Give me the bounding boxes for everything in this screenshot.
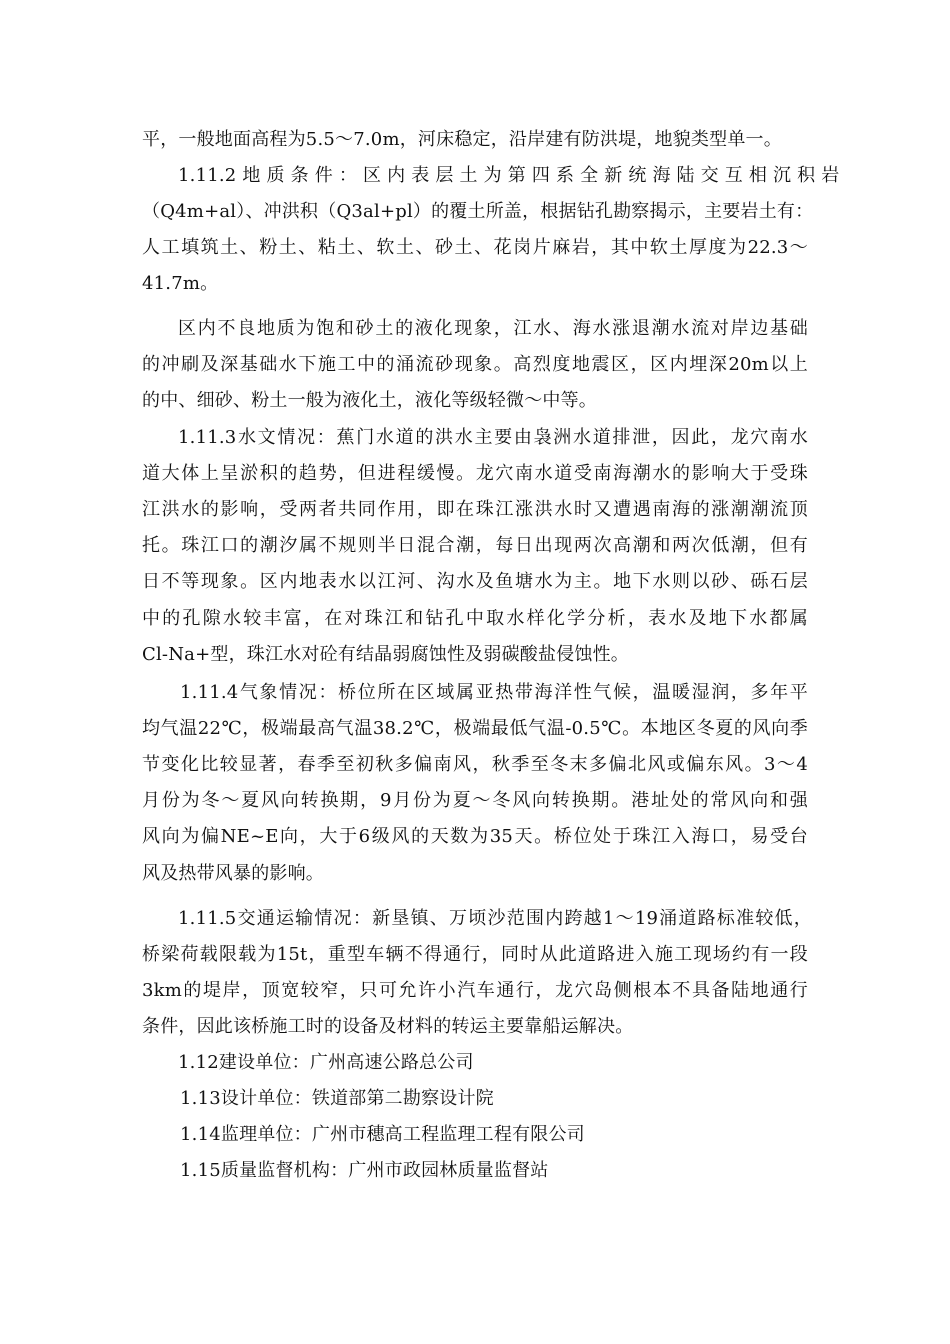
text-line: 区内不良地质为饱和砂土的液化现象，江水、海水涨退潮水流对岸边基础 [178, 318, 808, 339]
text-line: 桥梁荷载限载为15t，重型车辆不得通行，同时从此道路进入施工现场约有一段 [142, 944, 808, 965]
text-line: 江洪水的影响，受两者共同作用，即在珠江涨洪水时又遭遇南海的涨潮潮流顶 [142, 499, 808, 520]
text-line: 1.13设计单位：铁道部第二勘察设计院 [180, 1088, 494, 1109]
text-line: 风向为偏NE~E向，大于6级风的天数为35天。桥位处于珠江入海口，易受台 [142, 826, 808, 847]
text-line: 风及热带风暴的影响。 [142, 863, 324, 884]
text-line: 的中、细砂、粉土一般为液化土，液化等级轻微～中等。 [142, 390, 597, 411]
text-line: 道大体上呈淤积的趋势，但进程缓慢。龙穴南水道受南海潮水的影响大于受珠 [142, 463, 808, 484]
text-line: 1.11.2 地 质 条 件 ： 区 内 表 层 土 为 第 四 系 全 新 统 海 陆 交 互 相 沉 积 岩 [178, 165, 840, 186]
text-line: 人工填筑土、粉土、粘土、软土、砂土、花岗片麻岩，其中软土厚度为22.3～ [142, 237, 808, 258]
text-line: 中的孔隙水较丰富，在对珠江和钻孔中取水样化学分析，表水及地下水都属 [142, 608, 808, 629]
text-line: 日不等现象。区内地表水以江河、沟水及鱼塘水为主。地下水则以砂、砾石层 [142, 571, 808, 592]
text-line: 托。珠江口的潮汐属不规则半日混合潮，每日出现两次高潮和两次低潮，但有 [142, 535, 808, 556]
text-line: 3km的堤岸，顶宽较窄，只可允许小汽车通行，龙穴岛侧根本不具备陆地通行 [142, 980, 808, 1001]
text-line: 月份为冬～夏风向转换期，9月份为夏～冬风向转换期。港址处的常风向和强 [142, 790, 808, 811]
text-line: 条件，因此该桥施工时的设备及材料的转运主要靠船运解决。 [142, 1016, 634, 1037]
text-line: 1.11.4气象情况：桥位所在区域属亚热带海洋性气候，温暖湿润，多年平 [180, 682, 808, 703]
text-line: 1.15质量监督机构：广州市政园林质量监督站 [180, 1160, 549, 1181]
text-line: 平，一般地面高程为5.5～7.0m，河床稳定，沿岸建有防洪堤，地貌类型单一。 [142, 129, 782, 150]
text-line: 1.14监理单位：广州市穗高工程监理工程有限公司 [180, 1124, 585, 1145]
text-line: 节变化比较显著，春季至初秋多偏南风，秋季至冬末多偏北风或偏东风。3～4 [142, 754, 808, 775]
text-line: 均气温22℃，极端最高气温38.2℃，极端最低气温-0.5℃。本地区冬夏的风向季 [142, 718, 808, 739]
text-line: 1.11.5交通运输情况：新垦镇、万顷沙范围内跨越1～19涌道路标准较低， [178, 908, 812, 929]
text-line: Cl-Na+型，珠江水对砼有结晶弱腐蚀性及弱碳酸盐侵蚀性。 [142, 644, 629, 665]
text-line: （Q4m+al）、冲洪积（Q3al+pl）的覆土所盖，根据钻孔勘察揭示，主要岩土有： [142, 201, 814, 222]
text-line: 1.11.3水文情况：蕉门水道的洪水主要由袅洲水道排泄，因此，龙穴南水 [178, 427, 808, 448]
text-line: 的冲刷及深基础水下施工中的涌流砂现象。高烈度地震区，区内埋深20m以上 [142, 354, 808, 375]
text-line: 41.7m。 [142, 273, 219, 294]
text-line: 1.12建设单位：广州高速公路总公司 [178, 1052, 474, 1073]
